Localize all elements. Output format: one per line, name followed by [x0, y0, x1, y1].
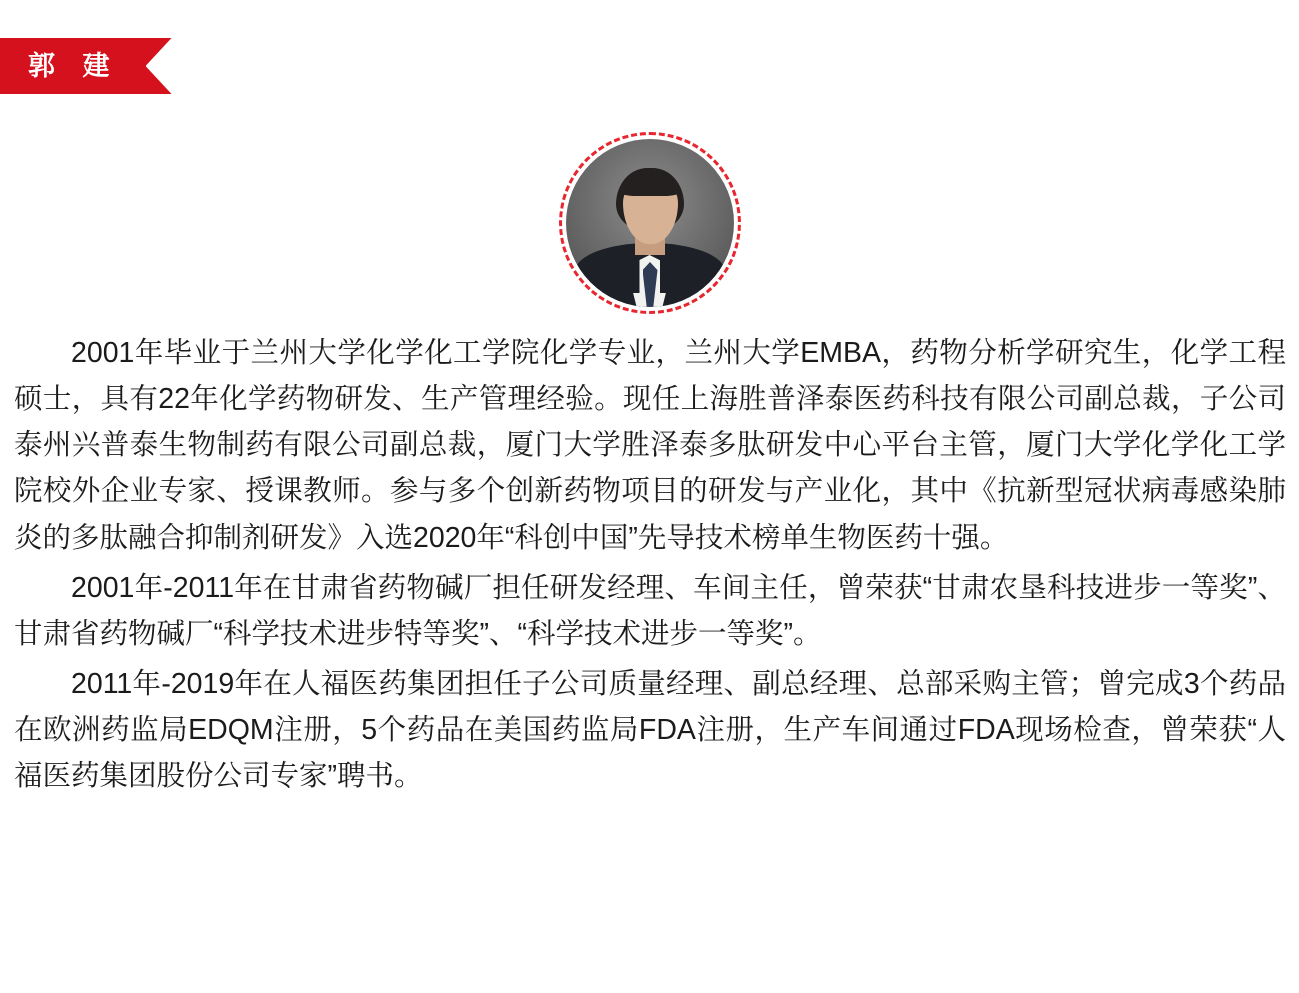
- biography-paragraph-1: 2001年毕业于兰州大学化学化工学院化学专业，兰州大学EMBA，药物分析学研究生，化学工程硕士，具有22年化学药物研发、生产管理经验。现任上海胜普泽泰医药科技有限公司副总裁，子公司泰州兴普泰生物制药有限公司副总裁，厦门大学胜泽泰多肽研发中心平台主管，厦门大学化学化工学院校外企业专家、授课教师。参与多个创新药物项目的研发与产业化，其中《抗新型冠状病毒感染肺炎的多肽融合抑制剂研发》入选2020年“科创中国”先导技术榜单生物医药十强。: [14, 337, 1286, 554]
- biography-text: [14, 330, 1286, 804]
- avatar: [566, 139, 734, 307]
- name-ribbon: [0, 38, 172, 94]
- name-ribbon-label: 郭 建: [0, 38, 146, 94]
- ribbon-notch-shape: [146, 38, 172, 94]
- biography-paragraph-3: 2011年-2019年在人福医药集团担任子公司质量经理、副总经理、总部采购主管；曾完成3个药品在欧洲药监局EDQM注册，5个药品在美国药监局FDA注册，生产车间通过FDA现场检查，曾荣获“人福医药集团股份公司专家”聘书。: [14, 668, 1286, 793]
- portrait-dashed-ring: [559, 132, 741, 314]
- fringe-shape-icon: [620, 174, 680, 196]
- biography-paragraph-2: 2001年-2011年在甘肃省药物碱厂担任研发经理、车间主任，曾荣获“甘肃农垦科技进步一等奖”、 甘肃省药物碱厂“科学技术进步特等奖”、“科学技术进步一等奖”。: [14, 571, 1286, 650]
- portrait-zone: [0, 132, 1299, 314]
